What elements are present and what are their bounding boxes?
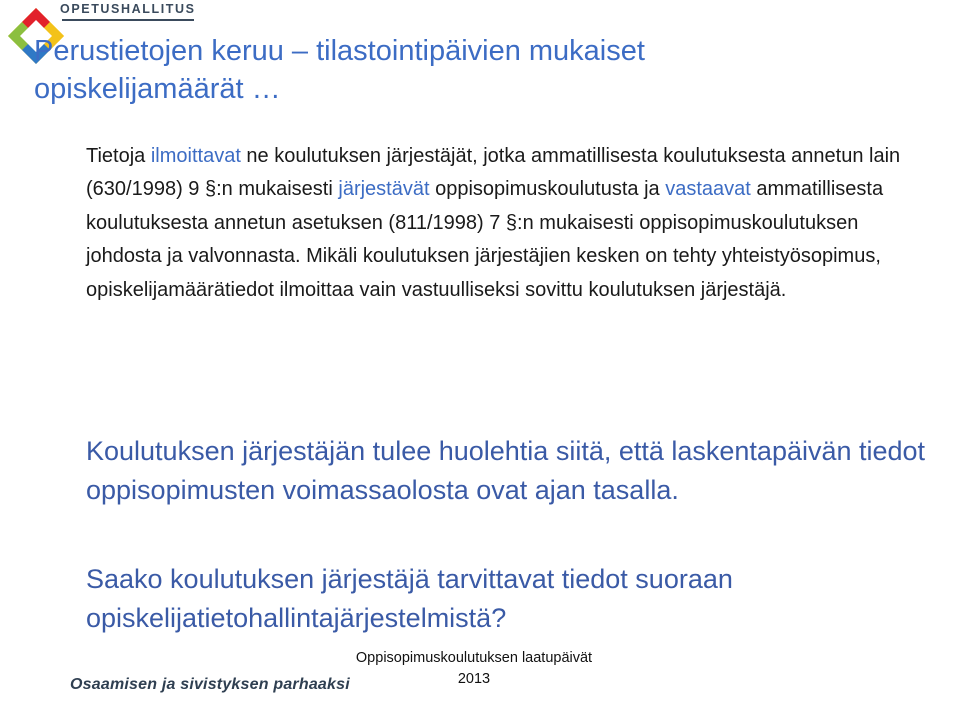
para1-seg-5: vastaavat <box>665 178 751 201</box>
slide-title: Perustietojen keruu – tilastointipäivien mukaiset opiskelijamäärät … <box>34 35 645 105</box>
para1-seg-1: ilmoittavat <box>150 145 241 167</box>
para1-seg-2: ne koulutuksen järjestäjät, jotka ammatillisesta koulutuksesta annetun lain (630/1998) 9 §:n mukaisesti <box>86 145 901 201</box>
footer-slogan: Osaamisen ja sivistyksen parhaaksi <box>70 676 350 693</box>
para1-seg-4: oppisopimuskoulutusta ja <box>429 178 666 201</box>
para1-seg-3: järjestävät <box>338 178 430 201</box>
logo-underline <box>62 19 194 21</box>
paragraph-reporters <box>86 140 926 307</box>
para1-seg-6: ammatillisesta koulutuksesta annetun asetuksen (811/1998) 7 §:n mukaisesti oppisopimuskoulutuksen johdosta ja valvonnasta. Mikäli koulutuksen järjestäjien kesken on tehty yhteistyösopimus, opiskelijamäärätiedot ilmoittaa vain vastuulliseksi sovittu koulutuksen järjestäjä. <box>86 178 884 301</box>
paragraph-question: Saako koulutuksen järjestäjä tarvittavat tiedot suoraan opiskelijatietohallintajärjestelmistä? <box>86 564 733 633</box>
footer-event <box>334 648 614 690</box>
logo-wordmark: OPETUSHALLITUS <box>60 2 196 16</box>
footer-event-year: 2013 <box>457 671 491 687</box>
paragraph-responsibility: Koulutuksen järjestäjän tulee huolehtia siitä, että laskentapäivän tiedot oppisopimusten voimassaolosta ovat ajan tasalla. <box>86 436 926 505</box>
para1-seg-0: Tietoja <box>86 145 151 167</box>
footer-event-name: Oppisopimuskoulutuksen laatupäivät <box>355 650 593 666</box>
